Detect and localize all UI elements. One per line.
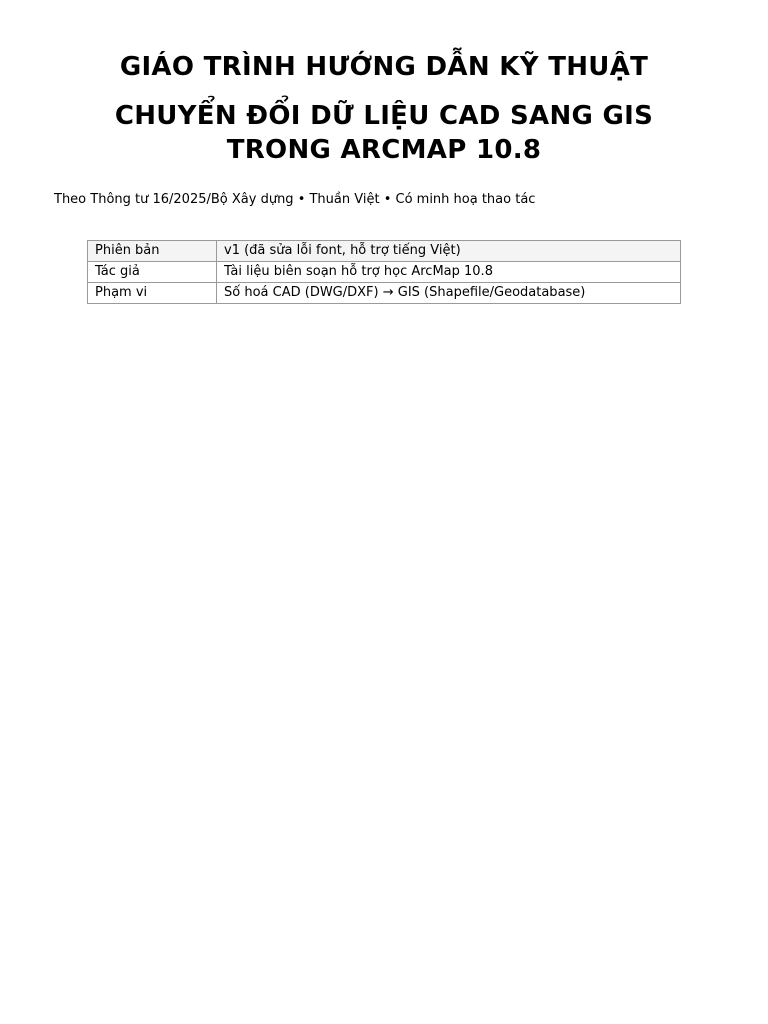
document-title-line-2: CHUYỂN ĐỔI DỮ LIỆU CAD SANG GIS xyxy=(114,101,654,131)
table-cell-key: Phạm vi xyxy=(88,283,217,304)
table-row-version xyxy=(88,241,681,262)
document-subtitle: Theo Thông tư 16/2025/Bộ Xây dựng • Thuần Việt • Có minh hoạ thao tác xyxy=(54,192,536,207)
document-title-line-1: GIÁO TRÌNH HƯỚNG DẪN KỸ THUẬT xyxy=(119,52,649,82)
table-cell-value: Tài liệu biên soạn hỗ trợ học ArcMap 10.8 xyxy=(217,262,681,283)
document-info-table xyxy=(87,240,681,304)
table-row-author xyxy=(88,262,681,283)
table-row-scope xyxy=(88,283,681,304)
table-cell-key: Phiên bản xyxy=(88,241,217,262)
table-cell-key: Tác giả xyxy=(88,262,217,283)
document-title-line-3: TRONG ARCMAP 10.8 xyxy=(226,135,542,165)
table-cell-value: v1 (đã sửa lỗi font, hỗ trợ tiếng Việt) xyxy=(217,241,681,262)
table-cell-value: Số hoá CAD (DWG/DXF) → GIS (Shapefile/Geodatabase) xyxy=(217,283,681,304)
